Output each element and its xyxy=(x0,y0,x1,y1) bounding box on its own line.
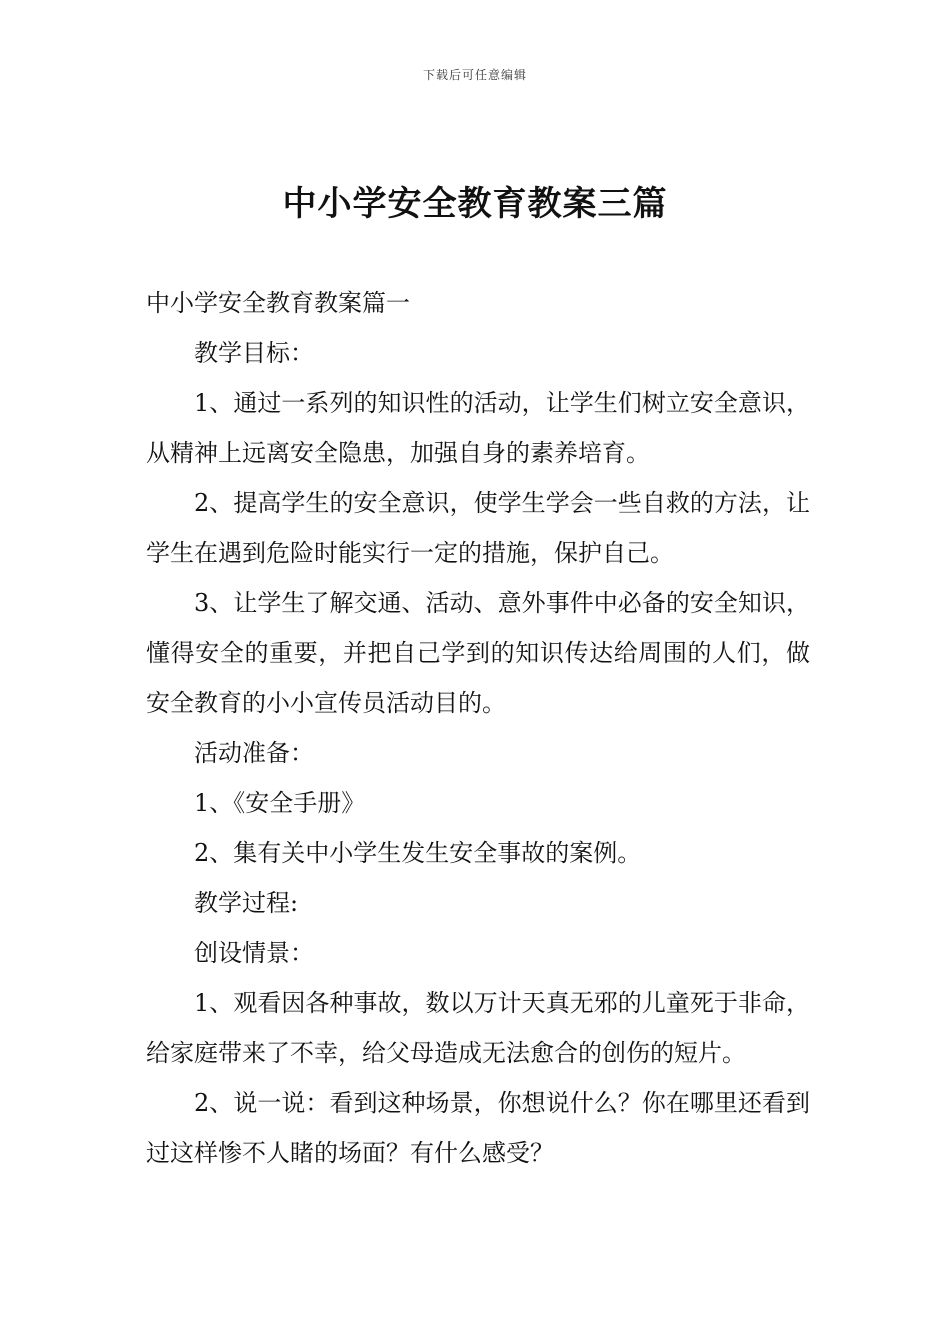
header-note: 下载后可任意编辑 xyxy=(422,68,527,82)
paragraph-process-heading: 教学过程: xyxy=(194,889,299,917)
paragraph-teaching-goals-heading: 教学目标： xyxy=(194,339,314,367)
paragraph-preparation-1: 1、《安全手册》 xyxy=(194,789,366,817)
paragraph-preparation-2: 2、集有关中小学生发生安全事故的案例。 xyxy=(194,839,642,867)
paragraph-goal-1: 1、通过一系列的知识性的活动，让学生们树立安全意识，从精神上远离安全隐患，加强自身的素养培育。 xyxy=(146,389,810,467)
paragraph-goal-2: 2、提高学生的安全意识，使学生学会一些自救的方法，让学生在遇到危险时能实行一定的措施，保护自己。 xyxy=(146,489,810,567)
paragraph-scenario-heading: 创设情景： xyxy=(194,939,314,967)
paragraph-goal-3: 3、让学生了解交通、活动、意外事件中必备的安全知识，懂得安全的重要，并把自己学到的知识传达给周围的人们，做安全教育的小小宣传员活动目的。 xyxy=(146,589,810,717)
paragraph-scenario-1: 1、观看因各种事故，数以万计天真无邪的儿童死于非命，给家庭带来了不幸，给父母造成无法愈合的创伤的短片。 xyxy=(146,989,810,1067)
paragraph-preparation-heading: 活动准备： xyxy=(194,739,314,767)
paragraph-scenario-2: 2、说一说：看到这种场景，你想说什么？你在哪里还看到过这样惨不人睹的场面？有什么感受？ xyxy=(146,1089,810,1167)
document-body xyxy=(146,278,810,1178)
document-title: 中小学安全教育教案三篇 xyxy=(282,184,668,224)
section-heading: 中小学安全教育教案篇一 xyxy=(146,289,410,317)
